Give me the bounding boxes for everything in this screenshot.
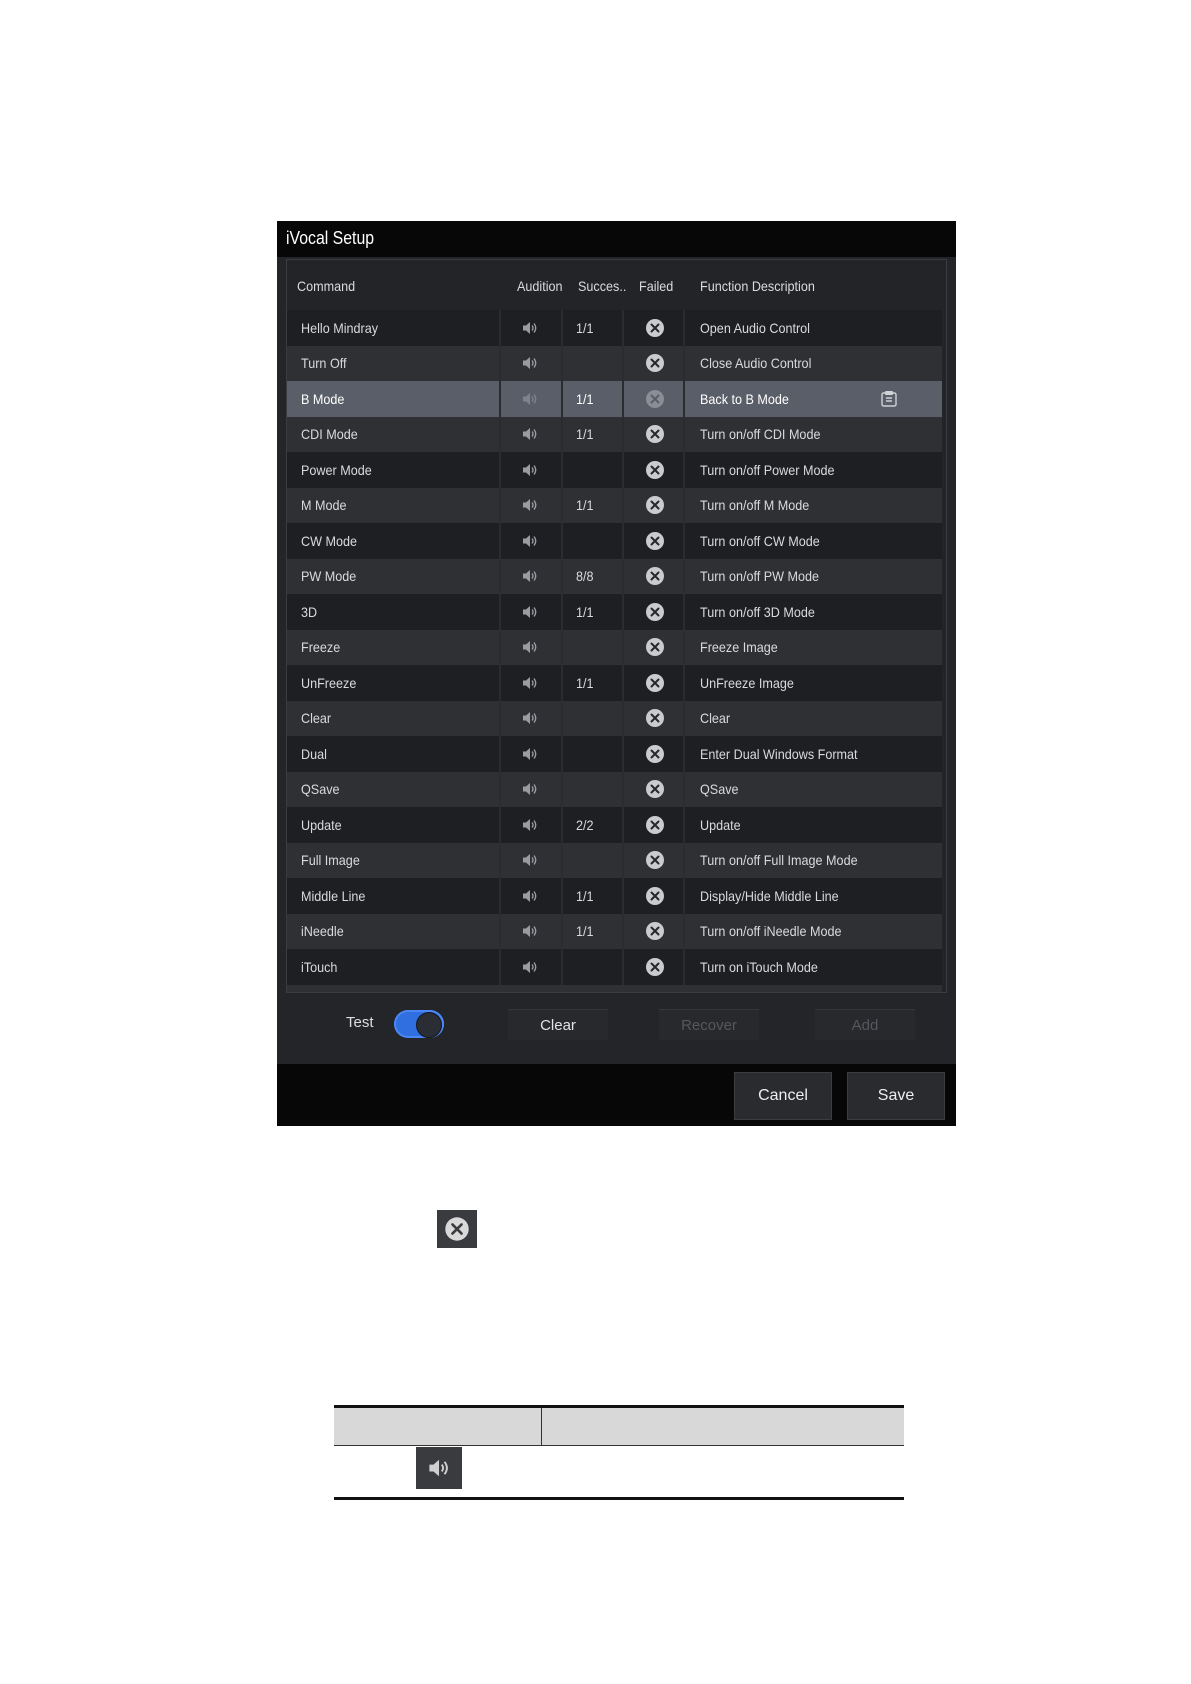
column-separator <box>622 701 624 737</box>
column-separator <box>561 346 563 382</box>
column-separator <box>683 381 685 417</box>
command-text: 3D <box>301 603 318 620</box>
table-row[interactable] <box>287 807 942 843</box>
clear-x-icon[interactable] <box>642 665 668 701</box>
success-cell <box>576 310 595 346</box>
clear-x-icon[interactable] <box>642 736 668 772</box>
command-cell <box>301 523 363 559</box>
command-cell <box>301 665 362 701</box>
column-separator <box>622 346 624 382</box>
add-button[interactable]: Add <box>815 1009 915 1040</box>
table-row[interactable] <box>287 630 942 666</box>
column-separator <box>499 807 501 843</box>
column-separator <box>561 594 563 630</box>
column-separator <box>561 523 563 559</box>
table-row[interactable] <box>287 417 942 453</box>
column-separator <box>499 878 501 914</box>
description-cell <box>700 594 828 630</box>
success-cell <box>576 665 595 701</box>
description-cell <box>700 523 833 559</box>
command-text: QSave <box>301 781 340 798</box>
command-text: Freeze <box>301 639 341 656</box>
table-row[interactable] <box>287 488 942 524</box>
speaker-icon[interactable] <box>512 488 548 524</box>
speaker-icon[interactable] <box>512 346 548 382</box>
description-text: Turn on/off PW Mode <box>700 568 820 585</box>
column-separator <box>683 772 685 808</box>
description-cell <box>700 381 799 417</box>
clear-x-icon[interactable] <box>642 452 668 488</box>
description-text: Turn on/off Power Mode <box>700 461 835 478</box>
command-cell <box>301 417 364 453</box>
success-cell <box>576 488 595 524</box>
clear-x-icon[interactable] <box>642 523 668 559</box>
column-separator <box>499 559 501 595</box>
table-row[interactable] <box>287 878 942 914</box>
command-cell <box>301 914 348 950</box>
success-count: 1/1 <box>576 390 594 407</box>
description-text: Turn on/off CW Mode <box>700 532 820 549</box>
success-count: 1/1 <box>576 603 594 620</box>
column-separator <box>561 559 563 595</box>
column-separator <box>622 878 624 914</box>
description-cell <box>700 452 849 488</box>
command-cell <box>301 381 349 417</box>
description-cell <box>700 736 875 772</box>
table-row[interactable] <box>287 772 942 808</box>
command-cell <box>301 843 366 879</box>
column-header-command[interactable]: Command <box>297 278 356 294</box>
description-cell <box>700 772 743 808</box>
success-count: 8/8 <box>576 568 594 585</box>
column-separator <box>683 346 685 382</box>
table-body <box>287 310 946 993</box>
table-row[interactable] <box>287 665 942 701</box>
column-separator <box>499 452 501 488</box>
description-cell <box>700 914 857 950</box>
command-text: M Mode <box>301 497 347 514</box>
table-row[interactable] <box>287 559 942 595</box>
column-separator <box>561 878 563 914</box>
table-row[interactable] <box>287 310 942 346</box>
description-text: Enter Dual Windows Format <box>700 745 858 762</box>
dialog-title: iVocal Setup <box>286 228 375 248</box>
column-separator <box>683 914 685 950</box>
description-text: Display/Hide Middle Line <box>700 887 839 904</box>
doc-icon-table <box>334 1405 904 1500</box>
column-separator <box>499 630 501 666</box>
clear-x-icon[interactable] <box>642 381 668 417</box>
description-text: Update <box>700 816 741 833</box>
column-separator <box>499 772 501 808</box>
success-cell <box>576 878 595 914</box>
column-separator <box>622 736 624 772</box>
column-separator <box>499 701 501 737</box>
column-header-audition[interactable]: Audition <box>517 278 563 294</box>
column-separator <box>622 417 624 453</box>
clear-button[interactable]: Clear <box>508 1009 608 1040</box>
column-separator <box>622 381 624 417</box>
command-cell <box>301 630 345 666</box>
description-cell <box>700 878 854 914</box>
command-cell <box>301 346 352 382</box>
column-separator <box>561 949 563 985</box>
table-row[interactable] <box>287 594 942 630</box>
speaker-icon[interactable] <box>512 523 548 559</box>
column-separator <box>683 594 685 630</box>
speaker-icon[interactable] <box>512 914 548 950</box>
column-separator <box>683 665 685 701</box>
description-text: Turn on/off Full Image Mode <box>700 852 858 869</box>
column-separator <box>499 843 501 879</box>
speaker-icon[interactable] <box>512 452 548 488</box>
command-text: iTouch <box>301 958 338 975</box>
command-text: Update <box>301 816 342 833</box>
clear-x-icon[interactable] <box>642 559 668 595</box>
command-cell <box>301 488 352 524</box>
table-bottom-rule <box>334 1497 904 1500</box>
description-cell <box>700 949 831 985</box>
column-separator <box>683 310 685 346</box>
command-cell <box>301 878 373 914</box>
description-cell <box>700 701 733 737</box>
column-separator <box>683 417 685 453</box>
speaker-icon[interactable] <box>512 559 548 595</box>
column-separator <box>561 630 563 666</box>
column-separator <box>499 594 501 630</box>
description-cell <box>700 630 786 666</box>
description-text: Close Audio Control <box>700 355 812 372</box>
description-text: QSave <box>700 781 739 798</box>
command-text: CDI Mode <box>301 426 358 443</box>
description-cell <box>700 559 832 595</box>
success-count: 1/1 <box>576 497 594 514</box>
command-cell <box>301 736 330 772</box>
column-separator <box>622 523 624 559</box>
column-separator <box>561 736 563 772</box>
toggle-knob <box>416 1012 442 1038</box>
speaker-icon[interactable] <box>512 807 548 843</box>
table-row[interactable] <box>287 736 942 772</box>
column-separator <box>561 488 563 524</box>
table-row[interactable] <box>287 701 942 737</box>
ivocal-setup-dialog <box>277 221 956 1126</box>
clear-x-icon[interactable] <box>642 878 668 914</box>
column-separator <box>622 665 624 701</box>
success-cell <box>576 417 595 453</box>
command-cell <box>301 701 334 737</box>
test-toggle[interactable] <box>394 1010 444 1038</box>
table-row[interactable] <box>287 381 942 417</box>
edit-icon[interactable] <box>878 381 900 417</box>
dialog-footer <box>277 1064 956 1126</box>
success-count: 1/1 <box>576 319 594 336</box>
command-text: Power Mode <box>301 461 372 478</box>
command-text: Middle Line <box>301 887 366 904</box>
clear-x-icon[interactable] <box>642 949 668 985</box>
success-cell <box>576 594 595 630</box>
column-header-failed[interactable]: Failed <box>639 278 674 294</box>
success-cell <box>576 381 595 417</box>
success-cell <box>576 559 595 595</box>
column-separator <box>561 807 563 843</box>
commands-table <box>286 259 947 993</box>
table-row-partial <box>287 985 942 994</box>
column-separator <box>683 807 685 843</box>
column-separator <box>683 523 685 559</box>
speaker-icon[interactable] <box>512 736 548 772</box>
description-text: Turn on iTouch Mode <box>700 958 818 975</box>
description-text: Clear <box>700 710 731 727</box>
speaker-icon[interactable] <box>512 381 548 417</box>
command-cell <box>301 594 319 630</box>
speaker-icon[interactable] <box>512 772 548 808</box>
cancel-button[interactable]: Cancel <box>734 1072 832 1120</box>
recover-button[interactable]: Recover <box>659 1009 759 1040</box>
command-cell <box>301 772 344 808</box>
column-separator <box>622 559 624 595</box>
column-separator <box>499 949 501 985</box>
description-cell <box>700 346 824 382</box>
success-cell <box>576 914 595 950</box>
test-label: Test <box>346 1014 374 1031</box>
clear-x-icon <box>437 1210 477 1248</box>
clear-x-icon[interactable] <box>642 807 668 843</box>
clear-x-icon[interactable] <box>642 630 668 666</box>
description-cell <box>700 488 821 524</box>
column-separator <box>622 914 624 950</box>
speaker-icon[interactable] <box>512 843 548 879</box>
column-separator <box>622 949 624 985</box>
command-cell <box>301 452 380 488</box>
success-count: 1/1 <box>576 426 594 443</box>
description-text: Freeze Image <box>700 639 778 656</box>
column-separator <box>622 310 624 346</box>
column-separator <box>683 949 685 985</box>
column-separator <box>561 310 563 346</box>
description-text: Open Audio Control <box>700 319 810 336</box>
description-text: Turn on/off 3D Mode <box>700 603 815 620</box>
column-separator <box>683 843 685 879</box>
table-row[interactable] <box>287 523 942 559</box>
table-header-row <box>334 1408 904 1445</box>
table-row[interactable] <box>287 346 942 382</box>
column-separator <box>499 488 501 524</box>
speaker-icon[interactable] <box>512 310 548 346</box>
column-separator <box>561 452 563 488</box>
description-cell <box>700 807 745 843</box>
column-separator <box>622 807 624 843</box>
column-separator <box>499 665 501 701</box>
command-cell <box>301 559 362 595</box>
column-separator <box>499 914 501 950</box>
command-text: Clear <box>301 710 332 727</box>
clear-x-icon[interactable] <box>642 346 668 382</box>
speaker-icon[interactable] <box>512 949 548 985</box>
table-row[interactable] <box>287 452 942 488</box>
column-separator <box>683 630 685 666</box>
column-header-description[interactable]: Function Description <box>700 278 815 294</box>
clear-x-icon[interactable] <box>642 310 668 346</box>
speaker-icon[interactable] <box>512 594 548 630</box>
description-cell <box>700 417 834 453</box>
column-separator <box>561 381 563 417</box>
column-separator <box>622 488 624 524</box>
command-text: Hello Mindray <box>301 319 379 336</box>
speaker-icon[interactable] <box>512 417 548 453</box>
command-text: UnFreeze <box>301 674 357 691</box>
column-separator <box>683 701 685 737</box>
column-separator <box>622 843 624 879</box>
column-separator <box>622 772 624 808</box>
success-count: 2/2 <box>576 816 594 833</box>
table-row[interactable] <box>287 949 942 985</box>
column-separator <box>622 630 624 666</box>
column-separator <box>561 914 563 950</box>
column-separator <box>622 452 624 488</box>
column-separator <box>561 772 563 808</box>
success-count: 1/1 <box>576 887 594 904</box>
clear-x-icon[interactable] <box>642 843 668 879</box>
command-text: Dual <box>301 745 327 762</box>
command-text: Turn Off <box>301 355 347 372</box>
column-separator <box>561 417 563 453</box>
command-text: PW Mode <box>301 568 357 585</box>
column-separator <box>683 488 685 524</box>
clear-x-icon[interactable] <box>642 772 668 808</box>
clear-x-icon[interactable] <box>642 417 668 453</box>
success-count: 1/1 <box>576 923 594 940</box>
speaker-icon <box>416 1447 462 1489</box>
speaker-icon[interactable] <box>512 878 548 914</box>
command-cell <box>301 310 387 346</box>
column-separator <box>683 736 685 772</box>
command-text: B Mode <box>301 390 345 407</box>
description-text: Back to B Mode <box>700 390 789 407</box>
speaker-icon[interactable] <box>512 630 548 666</box>
description-cell <box>700 843 875 879</box>
column-separator <box>683 452 685 488</box>
command-cell <box>301 949 341 985</box>
table-header <box>287 260 946 310</box>
column-separator <box>499 310 501 346</box>
column-header-success[interactable]: Succes.. <box>578 278 627 294</box>
command-cell <box>301 807 346 843</box>
clear-x-icon[interactable] <box>642 594 668 630</box>
column-separator <box>683 878 685 914</box>
header-rule <box>334 1445 904 1446</box>
column-separator <box>683 559 685 595</box>
description-text: Turn on/off CDI Mode <box>700 426 821 443</box>
column-separator <box>499 736 501 772</box>
title-bar <box>277 221 956 257</box>
column-separator <box>561 665 563 701</box>
command-text: CW Mode <box>301 532 358 549</box>
table-row[interactable] <box>287 843 942 879</box>
success-count: 1/1 <box>576 674 594 691</box>
description-text: Turn on/off M Mode <box>700 497 810 514</box>
column-separator <box>499 523 501 559</box>
speaker-icon[interactable] <box>512 701 548 737</box>
command-text: Full Image <box>301 852 360 869</box>
speaker-icon[interactable] <box>512 665 548 701</box>
description-cell <box>700 665 804 701</box>
clear-x-icon[interactable] <box>642 701 668 737</box>
description-text: Turn on/off iNeedle Mode <box>700 923 842 940</box>
clear-x-icon[interactable] <box>642 488 668 524</box>
description-cell <box>700 310 822 346</box>
description-text: UnFreeze Image <box>700 674 794 691</box>
success-cell <box>576 807 595 843</box>
table-row[interactable] <box>287 914 942 950</box>
command-text: iNeedle <box>301 923 344 940</box>
column-divider <box>541 1408 542 1445</box>
save-button[interactable]: Save <box>847 1072 945 1120</box>
clear-x-icon[interactable] <box>642 914 668 950</box>
column-separator <box>561 701 563 737</box>
column-separator <box>499 346 501 382</box>
column-separator <box>622 594 624 630</box>
column-separator <box>499 381 501 417</box>
column-separator <box>499 417 501 453</box>
column-separator <box>561 843 563 879</box>
